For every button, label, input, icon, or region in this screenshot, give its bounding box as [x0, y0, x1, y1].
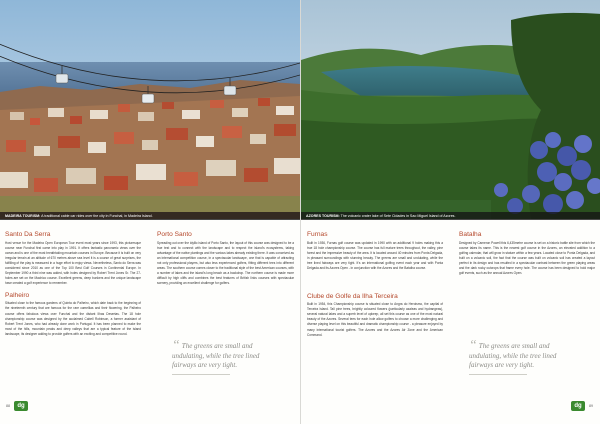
body-porto-santo: Spreading out over the idyllic island of Porto Santo, the layout of this course was designed to be a true test and to connect with the landscape and to respect the island's ecosystems, taking advantage of the native plantings and the various lakes already existing there. It was conceived as an international competition course, in a spectacular landscape, one that is capable of attracting not only professional players, but also less experienced golfers, fitting different tees into different areas. The southern course comes closer to the traditional style of the best American courses, with a number of lakes and the island's long beach as a backdrop. The northern course is made more difficult by high cliffs and combines the best features of British links courses with spectacular scenery, providing an excellent challenge for golfers. — [157, 240, 294, 285]
right-page — [300, 0, 600, 424]
heading-palheiro: Palheiro — [5, 291, 30, 299]
caption-text: The volcanic crater lake of Sete Cidades in Sao Miguel Island of Azores. — [339, 214, 456, 218]
column-furnas — [307, 231, 443, 342]
body-furnas: Built in 1936, Furnas golf course was updated in 1990 with an additional 9 holes making this a true 18 hole championship course. The course has full mature trees throughout, the valley, pine forest and the impressive beauty of the area. It is located around 40 minutes from Ponta Delgada, in pleasant surroundings with stunning beauty. The greens are small and undulating, while the tree lined fairways are very tight. It's an international golfing event each year and with Ponta Delgada and its Azores Open - in conjunction with the Azores and the Batalha course. — [307, 240, 443, 270]
quote-mark-icon: “ — [172, 338, 180, 353]
caption-label: AZORES TOURISM: — [306, 214, 340, 218]
column-santo-da-serra — [5, 231, 141, 341]
body-palheiro: Situated close to the famous gardens of Quinta do Palheiro, which date back to the beginning of the nineteenth century that are famous for the rare camellias and their flowering, the Palheiro course offers fabulous views over Funchal and the distant Ilhas Desertas. The 18 hole championship course was designed by the acclaimed Cabell Robinson, a former assistant of Robert Trent Jones, who had already done work in Portugal. It has been planned to make the most of the hills, mountain peaks and deep valleys that are a typical feature of the island landscape, its designer adding to provide golfers with an exciting and competitive round. — [5, 301, 141, 336]
body-terceira: Built in 1954, this Championship course is situated close to Angra do Heroismo, the capital of Terceira Island. Tall pine trees, brightly coloured flowers (particularly azaleas and hydrangeas), several natural lakes and a superb level of upkeep, all set this course as one of the most natural beauty of the Azores. Several tees for each hole allow golfers to choose a more challenging and diverse playing level on this beautiful and dramatic championship course - a pleasure enjoyed by many international tourist golfers. The Azores and the Azores Air Zone and the American Command. — [307, 302, 443, 337]
pull-quote — [469, 338, 581, 371]
caption-text: A traditional cable car rides over the city in Funchal, in Madeira Island. — [40, 214, 153, 218]
heading-santo-da-serra: Santo Da Serra — [5, 231, 51, 238]
magazine-logo: dg — [571, 401, 585, 411]
caption-label: MADEIRA TOURISM: — [5, 214, 41, 218]
heading-furnas: Furnas — [307, 231, 328, 238]
quote-divider — [172, 374, 230, 375]
magazine-logo: dg — [14, 401, 28, 411]
column-batalha — [459, 231, 595, 280]
heading-porto-santo: Porto Santo — [157, 231, 192, 238]
pull-quote — [172, 338, 282, 371]
heading-batalha: Batalha — [459, 231, 482, 238]
quote-divider — [469, 374, 527, 375]
page-number: 89 — [589, 404, 593, 408]
photo-caption — [301, 212, 600, 220]
quote-mark-icon: “ — [469, 338, 477, 353]
column-porto-santo — [157, 231, 294, 290]
madeira-cablecar-photo — [0, 0, 300, 219]
heading-terceira: Clube de Golfe da Ilha Terceira — [307, 292, 398, 300]
azores-crater-lake-photo — [301, 0, 600, 219]
photo-caption — [0, 212, 300, 220]
pull-quote-text: The greens are small and undulating, while the tree lined fairways are very tight. — [469, 342, 557, 370]
body-batalha: Designed by Cameron Powell this 6,435metre course is set on a historic battle site from which the course takes its name. This is the newest golf course in the Azores, an elevated addition to a golfing calendar, that will grow in stature within a few years. Located close to Ponta Delgada, and built on a volcanic soil, the fact that the course was built on volcanic soil has created a layout perfect in its design and has resulted in a spectacular contrast between the green playing areas and the dark rocky outcrops that frame every hole. The course has been designed to hold major golf events, such as the annual Azores Open. — [459, 240, 595, 275]
body-santo-da-serra: Host venue for the Madeira Open European Tour event most years since 1993, this picturesque course near Funchal first came into play in 1991. It offers fantastic panoramic views over the ocean and is one of the most breathtaking mountain courses in Europe. Because it is built on very irregular terrain at an altitude of 670 metres above sea level it is a course of great surprises, the fulfilling of the play is measured in a huge effort to enjoy views. Nevertheless, Santo do Serra was considered since 2010 as one of the Top 100 Best Golf Courses in Continental Europe. In September 1990 a third nine was added, with holes designed by Robert Trent Jones Sr. The 27-holes are set on the Machico course. Excellent greens, deep bunkers and the unique landscape have created a golf experience to remember. — [5, 240, 141, 285]
page-number: 88 — [6, 404, 10, 408]
pull-quote-text: The greens are small and undulating, while the tree lined fairways are very tight. — [172, 342, 260, 370]
